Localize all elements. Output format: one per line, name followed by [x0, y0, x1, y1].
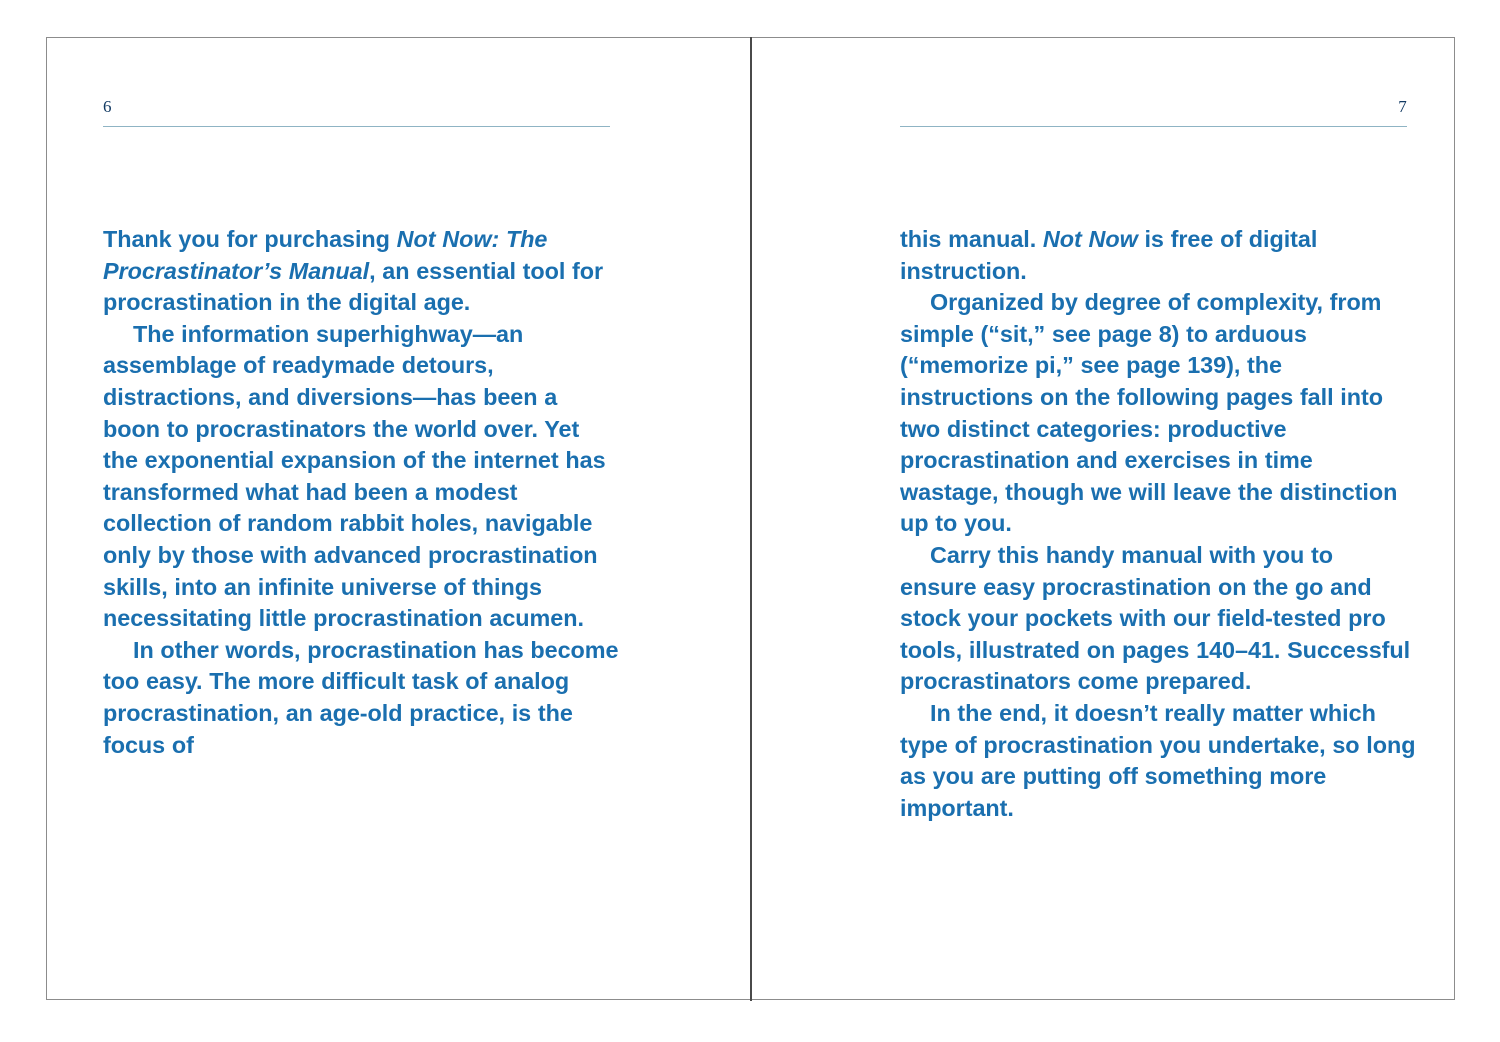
left-header-rule: [103, 126, 610, 127]
text-run: , an essential tool for procrastination in the digital age.: [103, 257, 604, 316]
paragraph: [103, 224, 619, 319]
right-running-head: [900, 98, 1407, 144]
paragraph: [103, 319, 619, 635]
book-title-italic: Not Now: [1042, 226, 1138, 252]
book-title-italic: Not Now: The Procrastinator’s Manual: [103, 226, 548, 284]
paragraph: [900, 698, 1416, 824]
right-text-column: [900, 224, 1416, 824]
text-run: Carry this handy manual with you to ensure easy procrastination on the go and stock your pockets with our field-tested pro tools, illustrated on pages 140–41. Successful procrastinators come prepared.: [900, 541, 1411, 695]
page-number-right: 7: [1398, 97, 1407, 116]
page-number-left: 6: [103, 97, 112, 116]
text-run: Thank you for purchasing: [103, 226, 397, 252]
paragraph: [900, 540, 1416, 698]
paragraph: [900, 287, 1416, 540]
text-run: Organized by degree of complexity, from simple (“sit,” see page 8) to arduous (“memorize pi,” see page 139), the instructions on the following pages fall into two distinct categories: productive procrastination and exercises in time wastage, though we will leave the distinction up to you.: [900, 289, 1398, 537]
paragraph: [103, 635, 619, 761]
text-run: In the end, it doesn’t really matter which type of procrastination you undertake, so long as you are putting off something more important.: [900, 699, 1416, 821]
paragraph: [900, 224, 1416, 287]
left-page: [47, 38, 751, 1001]
text-run: In other words, procrastination has become too easy. The more difficult task of analog procrastination, an age-old practice, is the focus of: [103, 636, 619, 758]
left-running-head: [103, 98, 610, 144]
book-spread: [46, 37, 1455, 1000]
right-header-rule: [900, 126, 1407, 127]
text-run: is free of digital instruction.: [900, 226, 1318, 284]
right-page: [752, 38, 1456, 1001]
text-run: The information superhighway—an assemblage of readymade detours, distractions, and diversions—has been a boon to procrastinators the world over. Yet the exponential expansion of the internet has transformed what had been a modest collection of random rabbit holes, navigable only by those with advanced procrastination skills, into an infinite universe of things necessitating little procrastination acumen.: [103, 320, 606, 632]
text-run: this manual.: [900, 226, 1043, 252]
left-text-column: [103, 224, 619, 761]
